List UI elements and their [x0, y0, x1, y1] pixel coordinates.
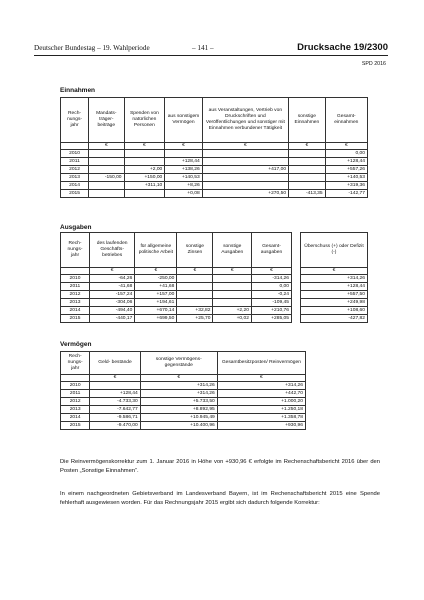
vermoegen-cell: +930,96 [217, 422, 305, 430]
table-row [61, 158, 368, 166]
einnahmen-table [60, 97, 368, 198]
table-row [61, 390, 306, 398]
table-row [61, 307, 292, 315]
vermoegen-cell: +1.358,78 [217, 414, 305, 422]
ausgaben-cell [213, 283, 251, 291]
ausgaben-unit-row [61, 268, 292, 275]
einnahmen-cell [202, 174, 288, 182]
ausgaben-cell: -41,68 [90, 283, 135, 291]
vermoegen-cell: +5.733,50 [140, 398, 217, 406]
einnahmen-cell [124, 158, 165, 166]
vermoegen-cell: -4.733,30 [90, 398, 140, 406]
ausgaben-cell: -157,24 [90, 291, 135, 299]
table-row [61, 398, 306, 406]
einnahmen-unit-cell [61, 143, 89, 150]
table-row [61, 190, 368, 198]
einnahmen-cell: +270,50 [202, 190, 288, 198]
vermoegen-cell: +1.000,20 [217, 398, 305, 406]
ausgaben-cell: 2014 [61, 307, 90, 315]
ausgaben-cell: +32,82 [177, 307, 213, 315]
balance-column-header: Überschuss (+) oder Defizit (-) [301, 233, 368, 268]
vermoegen-cell: +314,26 [140, 390, 217, 398]
ausgaben-cell: +194,61 [135, 299, 177, 307]
table-row [301, 291, 368, 299]
vermoegen-unit-cell [61, 375, 90, 382]
ausgaben-column-header: Rech- nungs- jahr [61, 233, 90, 268]
vermoegen-header-row [61, 352, 306, 375]
ausgaben-cell: +210,76 [251, 307, 291, 315]
einnahmen-cell [289, 182, 326, 190]
ausgaben-cell: -250,00 [135, 275, 177, 283]
einnahmen-cell [89, 182, 124, 190]
ausgaben-unit-cell: € [251, 268, 291, 275]
table-row [61, 315, 292, 323]
einnahmen-unit-cell: € [89, 143, 124, 150]
ausgaben-cell: +670,14 [135, 307, 177, 315]
ausgaben-cell [177, 283, 213, 291]
vermoegen-cell: +442,70 [217, 390, 305, 398]
einnahmen-cell: 0,00 [325, 150, 367, 158]
ausgaben-cell: +157,00 [135, 291, 177, 299]
einnahmen-column-header: Rech- nungs- jahr [61, 98, 89, 143]
vermoegen-title: Vermögen [60, 341, 92, 348]
table-row [301, 275, 368, 283]
ausgaben-cell: +2,20 [213, 307, 251, 315]
einnahmen-cell: +8,26 [165, 182, 202, 190]
ausgaben-cell: -0,24 [251, 291, 291, 299]
einnahmen-cell: +2,00 [124, 166, 165, 174]
einnahmen-cell [289, 158, 326, 166]
einnahmen-unit-cell: € [202, 143, 288, 150]
einnahmen-cell: +319,36 [325, 182, 367, 190]
ausgaben-cell [177, 275, 213, 283]
ausgaben-column-header: Gesamt- ausgaben [251, 233, 291, 268]
ausgaben-unit-cell [61, 268, 90, 275]
einnahmen-unit-cell: € [325, 143, 367, 150]
table-row [61, 406, 306, 414]
einnahmen-cell: +150,00 [124, 174, 165, 182]
einnahmen-unit-cell: € [289, 143, 326, 150]
einnahmen-cell: +140,53 [165, 174, 202, 182]
einnahmen-column-header: aus sonstigem Vermögen [165, 98, 202, 143]
table-row [301, 299, 368, 307]
vermoegen-cell: -9.470,00 [90, 422, 140, 430]
ausgaben-cell: -440,17 [90, 315, 135, 323]
einnahmen-cell: +417,00 [202, 166, 288, 174]
vermoegen-unit-row [61, 375, 306, 382]
vermoegen-cell: +314,26 [217, 382, 305, 390]
einnahmen-cell: +128,44 [165, 158, 202, 166]
table-row [61, 422, 306, 430]
ausgaben-cell: 2013 [61, 299, 90, 307]
ausgaben-cell: 2015 [61, 315, 90, 323]
ausgaben-cell: -314,26 [251, 275, 291, 283]
einnahmen-cell [124, 150, 165, 158]
einnahmen-cell: +311,10 [124, 182, 165, 190]
balance-cell: +314,26 [301, 275, 368, 283]
vermoegen-cell: 2010 [61, 382, 90, 390]
vermoegen-column-header: Geld- bestände [90, 352, 140, 375]
vermoegen-cell: 2012 [61, 398, 90, 406]
ausgaben-cell: 2010 [61, 275, 90, 283]
ausgaben-title: Ausgaben [60, 224, 92, 231]
document-number: Drucksache 19/2300 [297, 42, 388, 53]
einnahmen-cell: +0,08 [165, 190, 202, 198]
vermoegen-cell: 2014 [61, 414, 90, 422]
einnahmen-cell: +128,44 [325, 158, 367, 166]
einnahmen-cell [89, 166, 124, 174]
einnahmen-column-header: Gesamt- einnahmen [325, 98, 367, 143]
ausgaben-unit-cell: € [213, 268, 251, 275]
ausgaben-cell: 2012 [61, 291, 90, 299]
vermoegen-unit-cell: € [140, 375, 217, 382]
vermoegen-cell: +10.400,96 [140, 422, 217, 430]
vermoegen-cell: 2011 [61, 390, 90, 398]
vermoegen-column-header: sonstige Vermögens- gegenstände [140, 352, 217, 375]
vermoegen-cell: -9.586,71 [90, 414, 140, 422]
vermoegen-cell [90, 382, 140, 390]
einnahmen-column-header: Mandats- träger- beiträge [89, 98, 124, 143]
paragraph-korrektur: In einem nachgeordneten Gebietsverband im Landesverband Bayern, ist im Rechenschaftsbericht 2015 eine Spende fehlerhaft ausgewiesen worden. Für das Rechnungsjahr 2015 ergibt sich dadurch folgende Korrektur: [60, 491, 380, 506]
ausgaben-cell [213, 299, 251, 307]
ausgaben-cell [213, 275, 251, 283]
einnahmen-cell [202, 150, 288, 158]
party-label: SPD 2016 [361, 61, 386, 67]
table-row [61, 150, 368, 158]
ausgaben-cell: -494,40 [90, 307, 135, 315]
einnahmen-title: Einnahmen [60, 87, 96, 94]
balance-table [300, 232, 368, 323]
ausgaben-cell: +25,70 [177, 315, 213, 323]
vermoegen-cell: +128,44 [90, 390, 140, 398]
table-row [61, 275, 292, 283]
einnahmen-cell: 2014 [61, 182, 89, 190]
ausgaben-column-header: des laufenden Geschäfts- betriebes [90, 233, 135, 268]
vermoegen-cell: +8.892,95 [140, 406, 217, 414]
vermoegen-cell: 2013 [61, 406, 90, 414]
einnahmen-cell [89, 150, 124, 158]
einnahmen-cell [202, 182, 288, 190]
table-row [61, 166, 368, 174]
table-row [61, 299, 292, 307]
header-publication: Deutscher Bundestag – 19. Wahlperiode [34, 44, 150, 52]
einnahmen-cell: -413,35 [289, 190, 326, 198]
ausgaben-column-header: für allgemeine politische Arbeit [135, 233, 177, 268]
balance-cell: +128,44 [301, 283, 368, 291]
balance-cell: +108,60 [301, 307, 368, 315]
einnahmen-cell: -142,77 [325, 190, 367, 198]
einnahmen-column-header: Spenden von natürlichen Personen [124, 98, 165, 143]
einnahmen-unit-cell: € [165, 143, 202, 150]
ausgaben-unit-cell: € [90, 268, 135, 275]
table-row [301, 315, 368, 323]
ausgaben-cell: +285,05 [251, 315, 291, 323]
page-number: – 141 – [192, 44, 214, 52]
table-row [301, 307, 368, 315]
vermoegen-cell: -7.642,77 [90, 406, 140, 414]
einnahmen-cell: +140,53 [325, 174, 367, 182]
ausgaben-cell: 0,00 [251, 283, 291, 291]
ausgaben-unit-cell: € [177, 268, 213, 275]
vermoegen-cell: +10.945,49 [140, 414, 217, 422]
ausgaben-column-header: sonstige Zinsen [177, 233, 213, 268]
einnahmen-cell: +557,26 [325, 166, 367, 174]
table-row [61, 174, 368, 182]
vermoegen-unit-cell: € [90, 375, 140, 382]
einnahmen-cell: +138,26 [165, 166, 202, 174]
balance-unit-row [301, 268, 368, 275]
table-row [61, 291, 292, 299]
balance-cell: -427,82 [301, 315, 368, 323]
einnahmen-cell [89, 158, 124, 166]
ausgaben-cell: 2011 [61, 283, 90, 291]
table-row [61, 283, 292, 291]
vermoegen-column-header: Gesamtbesitzposten/ Reinvermögen [217, 352, 305, 375]
einnahmen-cell: 2015 [61, 190, 89, 198]
table-row [61, 182, 368, 190]
einnahmen-column-header: aus Veranstaltungen, Vertrieb von Druckschriften und Veröffentlichungen und sonstiger mit Einnahmen verbundener Tätigkeit [202, 98, 288, 143]
ausgaben-column-header: sonstige Ausgaben [213, 233, 251, 268]
paragraph-reinvermoegen: Die Reinvermögenskorrektur zum 1. Januar 2016 in Höhe von +930,96 € erfolgte im Rechenschaftsbericht 2016 über den Posten „Sonstige Einnahmen“. [60, 459, 380, 474]
einnahmen-cell [165, 150, 202, 158]
einnahmen-cell: 2010 [61, 150, 89, 158]
balance-cell: +249,98 [301, 299, 368, 307]
einnahmen-cell [124, 190, 165, 198]
ausgaben-cell: +699,50 [135, 315, 177, 323]
ausgaben-table [60, 232, 292, 323]
einnahmen-cell [289, 174, 326, 182]
balance-unit-cell: € [301, 268, 368, 275]
table-row [61, 414, 306, 422]
einnahmen-cell: 2012 [61, 166, 89, 174]
einnahmen-header-row [61, 98, 368, 143]
ausgaben-cell: -304,06 [90, 299, 135, 307]
balance-header-row [301, 233, 368, 268]
ausgaben-cell: -109,45 [251, 299, 291, 307]
einnahmen-column-header: sonstige Einnahmen [289, 98, 326, 143]
einnahmen-unit-row [61, 143, 368, 150]
vermoegen-unit-cell: € [217, 375, 305, 382]
vermoegen-table [60, 351, 306, 430]
header-rule [34, 55, 388, 56]
einnahmen-cell: 2013 [61, 174, 89, 182]
page-header [34, 44, 388, 56]
vermoegen-column-header: Rech- nungs- jahr [61, 352, 90, 375]
einnahmen-cell [289, 150, 326, 158]
table-row [301, 283, 368, 291]
balance-cell: +557,50 [301, 291, 368, 299]
ausgaben-cell: -64,26 [90, 275, 135, 283]
table-row [61, 382, 306, 390]
ausgaben-cell [177, 291, 213, 299]
vermoegen-cell: +1.250,18 [217, 406, 305, 414]
ausgaben-cell [177, 299, 213, 307]
vermoegen-cell: +314,26 [140, 382, 217, 390]
einnahmen-cell [89, 190, 124, 198]
ausgaben-header-row [61, 233, 292, 268]
einnahmen-unit-cell: € [124, 143, 165, 150]
vermoegen-cell: 2015 [61, 422, 90, 430]
ausgaben-unit-cell: € [135, 268, 177, 275]
ausgaben-cell: +41,68 [135, 283, 177, 291]
ausgaben-cell [213, 291, 251, 299]
einnahmen-cell: -150,00 [89, 174, 124, 182]
einnahmen-cell [202, 158, 288, 166]
einnahmen-cell: 2011 [61, 158, 89, 166]
einnahmen-cell [289, 166, 326, 174]
ausgaben-cell: +0,02 [213, 315, 251, 323]
